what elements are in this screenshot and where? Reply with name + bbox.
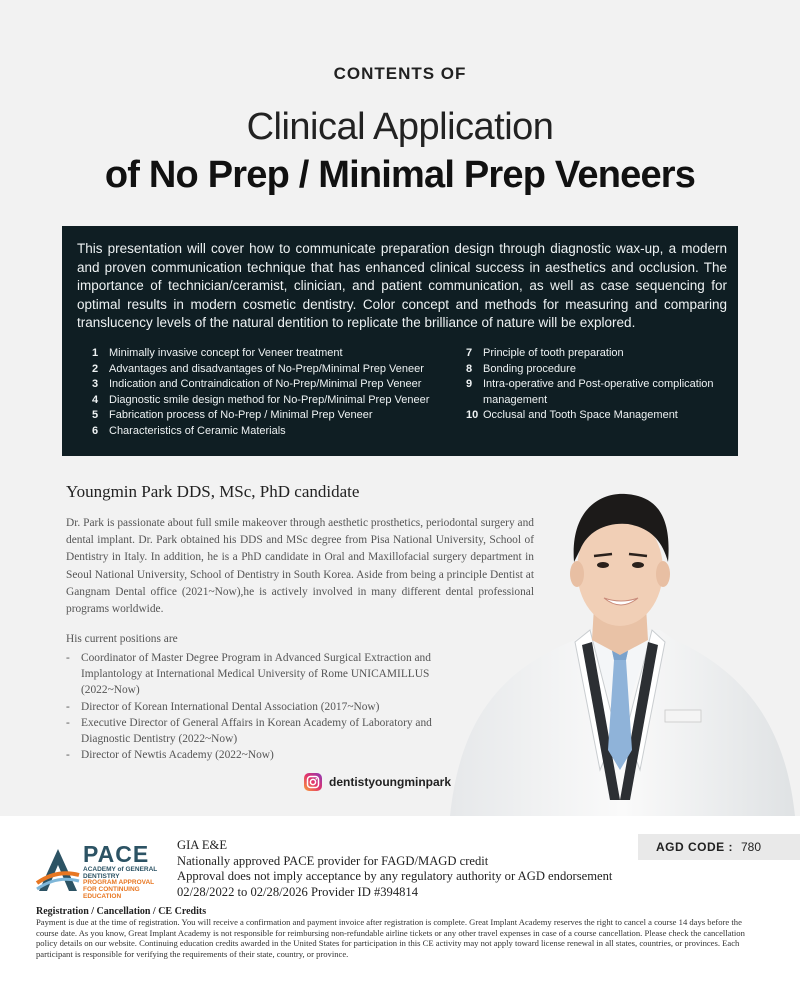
course-summary-box [62, 226, 738, 456]
position-item: - Coordinator of Master Degree Program in Advanced Surgical Extraction and Implantology at International Medical University of Rome UNICAMILLUS (2022~Now) [66, 650, 466, 699]
registration-title: Registration / Cancellation / CE Credits [36, 906, 207, 917]
toc-text: Characteristics of Ceramic Materials [109, 424, 286, 437]
footer [0, 816, 800, 1000]
pace-subtitle: ACADEMY of GENERAL DENTISTRY [83, 866, 158, 880]
toc-item [92, 424, 472, 440]
toc-number: 10 [466, 409, 479, 422]
toc-number: 7 [466, 347, 473, 359]
toc-text: Bonding procedure [483, 362, 576, 375]
page-title-line2: of No Prep / Minimal Prep Veneers [104, 154, 696, 196]
toc-right-column [466, 346, 736, 424]
toc-number: 3 [92, 378, 99, 391]
positions-list [66, 650, 466, 763]
toc-text: Indication and Contraindication of No-Prep/Minimal Prep Veneer [109, 378, 422, 391]
toc-left-column [92, 346, 472, 440]
toc-number: 1 [92, 347, 99, 359]
toc-item [92, 377, 472, 393]
instagram-icon [304, 773, 322, 791]
toc-item [466, 408, 736, 424]
toc-text: Intra-operative and Post-operative complication management [483, 378, 714, 406]
toc-number: 9 [466, 378, 473, 391]
toc-text: Minimally invasive concept for Veneer treatment [109, 347, 343, 359]
position-item: - Director of Korean International Dental Association (2017~Now) [66, 699, 466, 715]
registration-text: Payment is due at the time of registration. You will receive a confirmation and payment invoice after registration is complete. Great Implant Academy reserves the right to cancel a course 14 days before the course date. As you know, Great Implant Academy is not responsible for reimbursing non-refundable airline tickets or any other travel expenses in case of a course cancellation. Please check the cancellation policy details on our website. Continuing education credits awarded in the United States for participation in this CE activity may not apply toward license renewal in all states, countries, or provinces. Each participant is responsible for verifying the requirements of their state, country, or province. [36, 917, 745, 960]
agd-code-value: 780 [741, 840, 762, 854]
provider-line: Nationally approved PACE provider for FAGD/MAGD credit [177, 853, 489, 868]
toc-number: 6 [92, 424, 99, 437]
pace-tagline: PROGRAM APPROVAL FOR CONTINUING EDUCATION [83, 879, 155, 900]
speaker-bio: Dr. Park is passionate about full smile makeover through aesthetic prosthetics, periodontal surgery and dental implant. Dr. Park obtained his DDS and MSc degree from Pisa National University, School of Dentistry in Italy. In addition, he is a PhD candidate in Oral and Maxillofacial surgery department in Seoul National University, School of Dentistry in South Korea. Aside from being a principle Dentist at Gangnam Dental office (2021~Now),he is actively involved in many different dental professional programs worldwide. [66, 517, 534, 616]
toc-text: Fabrication process of No-Prep / Minimal Prep Veneer [109, 409, 373, 422]
speaker-photo [440, 470, 800, 816]
toc-text: Advantages and disadvantages of No-Prep/Minimal Prep Veneer [109, 362, 424, 375]
toc-number: 8 [466, 362, 473, 375]
provider-line: Approval does not imply acceptance by any regulatory authority or AGD endorsement [177, 869, 613, 883]
eyebrow-title: CONTENTS OF [333, 64, 467, 83]
positions-label: His current positions are [66, 633, 178, 645]
toc-item [466, 377, 736, 408]
toc-item [92, 346, 472, 362]
toc-text: Diagnostic smile design method for No-Prep/Minimal Prep Veneer [109, 393, 430, 406]
toc-item [92, 362, 472, 378]
toc-item [466, 346, 736, 362]
toc-text: Occlusal and Tooth Space Management [483, 409, 678, 422]
instagram-handle-text: dentistyoungminpark [329, 775, 452, 789]
toc-number: 5 [92, 409, 99, 422]
toc-item [92, 393, 472, 409]
position-item: - Executive Director of General Affairs in Korean Academy of Laboratory and Diagnostic Dentistry (2022~Now) [66, 715, 466, 747]
toc-number: 4 [92, 393, 99, 406]
pace-wordmark: PACE [83, 841, 150, 867]
toc-number: 2 [92, 362, 99, 375]
position-item: - Director of Newtis Academy (2022~Now) [66, 747, 466, 763]
toc-text: Principle of tooth preparation [483, 347, 624, 359]
toc-item [92, 408, 472, 424]
toc-item [466, 362, 736, 378]
provider-line: GIA E&E [177, 838, 228, 852]
pace-logo [35, 841, 163, 900]
intro-paragraph: This presentation will cover how to communicate preparation design through diagnostic wax-up, a modern and proven communication technique that has enhanced clinical success in aesthetics and occlusion. The importance of technician/ceramist, clinician, and patient communication, as well as case sequencing for optimal results in modern cosmetic dentistry. Color concept and methods for measuring and comparing translucency levels of the natural dentition to replicate the brilliance of nature will be explored. [77, 241, 727, 331]
provider-info [177, 838, 637, 900]
agd-code-label: AGD CODE : [656, 840, 733, 854]
agd-code-badge [638, 834, 800, 860]
instagram-handle[interactable] [304, 773, 451, 791]
speaker-name: Youngmin Park DDS, MSc, PhD candidate [66, 482, 360, 501]
pace-emblem-icon [35, 845, 81, 895]
provider-line: 02/28/2022 to 02/28/2026 Provider ID #394814 [177, 884, 419, 899]
page-title-line1: Clinical Application [246, 106, 554, 148]
